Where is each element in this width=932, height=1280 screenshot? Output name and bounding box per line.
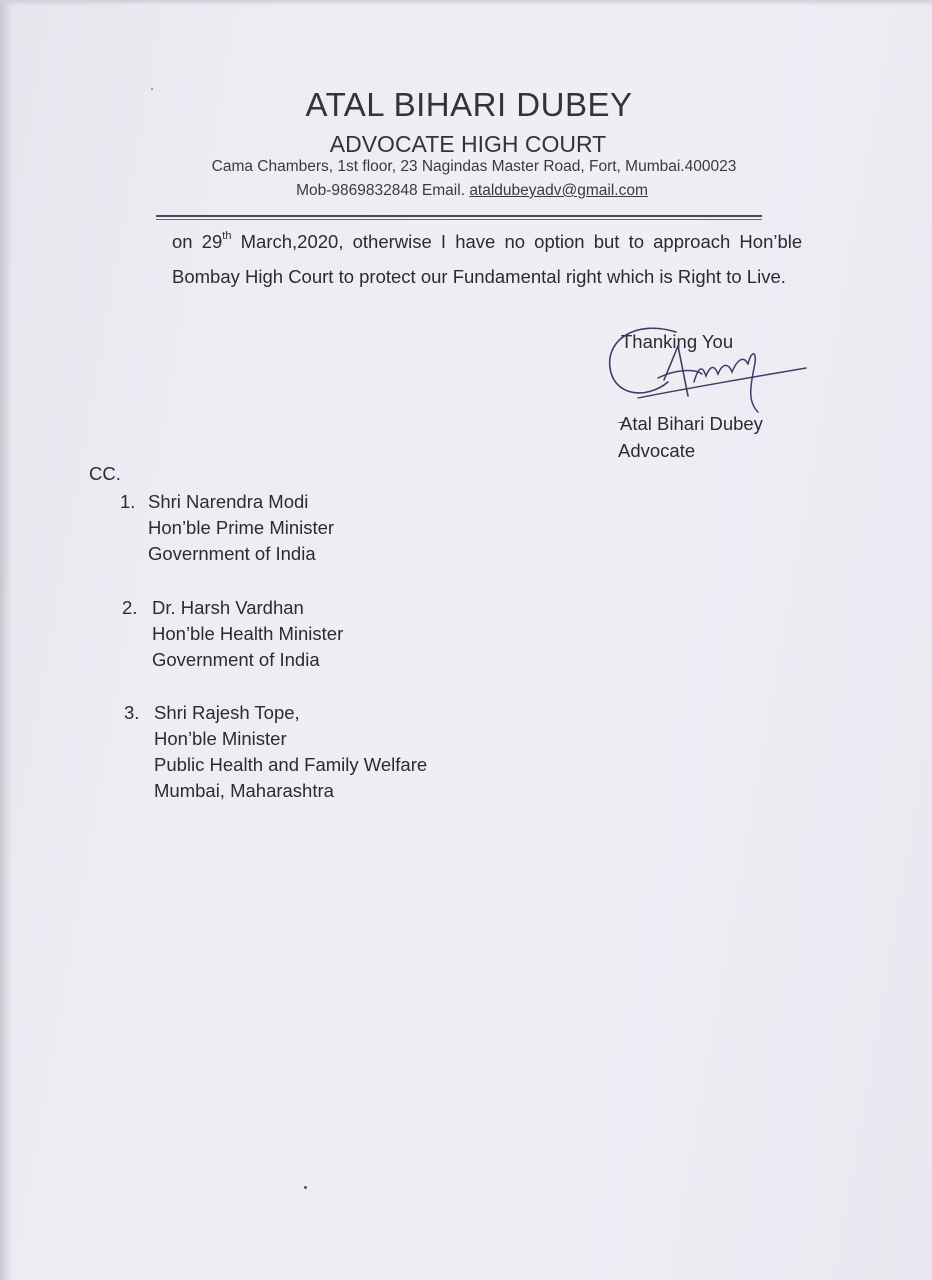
cc-recipient-department: Public Health and Family Welfare	[154, 754, 428, 775]
cc-recipient-name: Shri Rajesh Tope,	[154, 702, 300, 723]
body-line-1-start: on 29	[172, 231, 223, 252]
cc-number: 3.	[124, 702, 140, 723]
signatory-designation: Advocate	[618, 440, 696, 461]
signatory-name: Atal Bihari Dubey	[620, 413, 763, 434]
ordinal-suffix: th	[222, 230, 232, 242]
cc-recipient-title: Hon’ble Health Minister	[152, 623, 344, 644]
letterhead-divider	[156, 215, 762, 217]
body-line-1-end: March,2020, otherwise I have no option but to approach Hon’ble	[231, 231, 803, 252]
letterhead-title: ADVOCATE HIGH COURT	[329, 131, 607, 157]
handwritten-signature	[598, 318, 813, 423]
cc-recipient-title: Hon’ble Prime Minister	[148, 517, 335, 538]
closing-salutation: Thanking You	[621, 331, 734, 352]
cc-recipient-title: Hon’ble Minister	[154, 728, 287, 749]
body-line-1	[172, 230, 832, 253]
cc-recipient-name: Dr. Harsh Vardhan	[152, 597, 304, 618]
cc-label: CC.	[89, 463, 121, 484]
cc-recipient-org: Government of India	[152, 649, 320, 670]
paper-speck	[151, 88, 153, 90]
letterhead-contact	[0, 182, 932, 200]
page-top-shadow	[0, 0, 932, 6]
letterhead-address: Cama Chambers, 1st floor, 23 Nagindas Master Road, Fort, Mumbai.400023	[211, 158, 737, 175]
contact-email: ataldubeyadv@gmail.com	[469, 182, 648, 199]
letterhead-divider-thin	[156, 219, 762, 220]
cc-recipient-name: Shri Narendra Modi	[148, 491, 309, 512]
letterhead-name: ATAL BIHARI DUBEY	[305, 86, 633, 123]
paper-speck	[304, 1186, 307, 1189]
cc-recipient-location: Mumbai, Maharashtra	[154, 780, 334, 801]
body-line-2: Bombay High Court to protect our Fundamental right which is Right to Live.	[172, 266, 786, 287]
cc-number: 2.	[122, 597, 138, 618]
contact-mobile: Mob-9869832848 Email.	[296, 182, 470, 199]
cc-recipient-org: Government of India	[148, 543, 316, 564]
cc-number: 1.	[120, 491, 136, 512]
